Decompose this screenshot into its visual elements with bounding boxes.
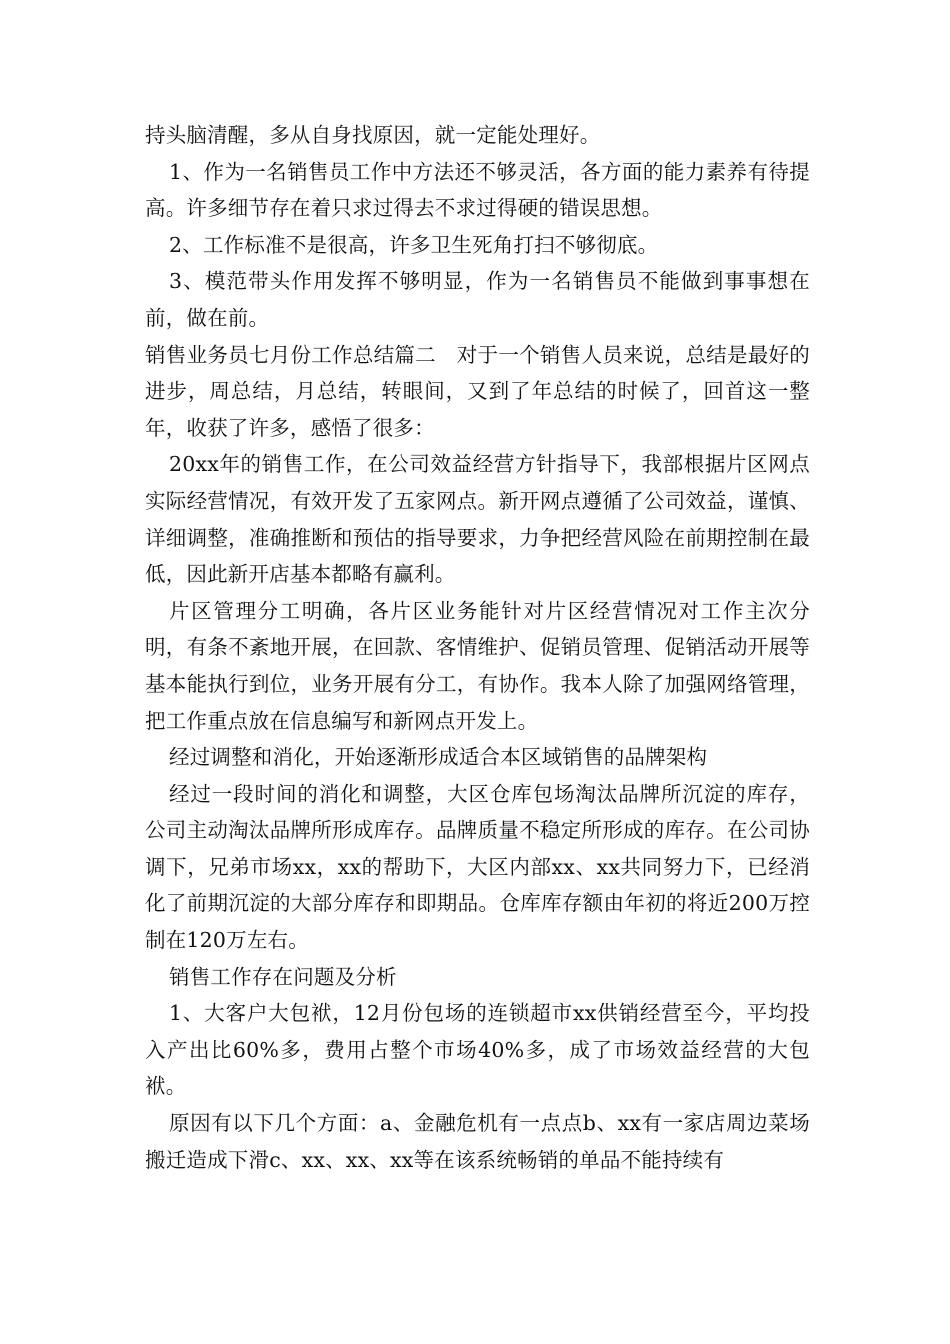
paragraph-issue-1: 1、作为一名销售员工作中方法还不够灵活，各方面的能力素养有待提高。许多细节存在着只求过得去不求过得硬的错误思想。 <box>145 159 810 221</box>
paragraph-issue-3: 3、模范带头作用发挥不够明显，作为一名销售员不能做到事事想在前，做在前。 <box>145 269 810 330</box>
paragraph-issue-2: 2、工作标准不是很高，许多卫生死角打扫不够彻底。 <box>169 232 659 257</box>
paragraph-big-client: 1、大客户大包袱，12月份包场的连锁超市xx供销经营至今，平均投入产出比60%多，费用占整个市场40%多，成了市场效益经营的大包袱。 <box>145 1001 810 1099</box>
paragraph-reasons: 原因有以下几个方面：a、金融危机有一点点b、xx有一家店周边菜场搬迁造成下滑c、xx、xx、xx等在该系统畅销的单品不能持续有 <box>145 1111 810 1172</box>
document-body <box>145 117 810 1178</box>
paragraph-problems-heading: 销售工作存在问题及分析 <box>169 964 397 989</box>
paragraph-area-management: 片区管理分工明确，各片区业务能针对片区经营情况对工作主次分明，有条不紊地开展，在回款、客情维护、促销员管理、促销活动开展等基本能执行到位，业务开展有分工，有协作。我本人除了加强网络管理，把工作重点放在信息编写和新网点开发上。 <box>145 598 810 733</box>
paragraph-sales-work: 20xx年的销售工作，在公司效益经营方针指导下，我部根据片区网点实际经营情况，有效开发了五家网点。新开网点遵循了公司效益，谨慎、详细调整，准确推断和预估的指导要求，力争把经营风险在前期控制在最低，因此新开店基本都略有赢利。 <box>145 452 810 587</box>
paragraph-section-title: 销售业务员七月份工作总结篇二 对于一个销售人员来说，总结是最好的进步，周总结，月总结，转眼间，又到了年总结的时候了，回首这一整年，收获了许多，感悟了很多： <box>145 342 810 440</box>
paragraph-continuation: 持头脑清醒，多从自身找原因，就一定能处理好。 <box>145 123 601 147</box>
paragraph-inventory: 经过一段时间的消化和调整，大区仓库包场淘汰品牌所沉淀的库存，公司主动淘汰品牌所形成库存。品牌质量不稳定所形成的库存。在公司协调下，兄弟市场xx，xx的帮助下，大区内部xx、xx共同努力下，已经消化了前期沉淀的大部分库存和即期品。仓库库存额由年初的将近200万控制在120万左右。 <box>145 781 810 953</box>
paragraph-brand-heading: 经过调整和消化，开始逐渐形成适合本区域销售的品牌架构 <box>169 745 708 770</box>
